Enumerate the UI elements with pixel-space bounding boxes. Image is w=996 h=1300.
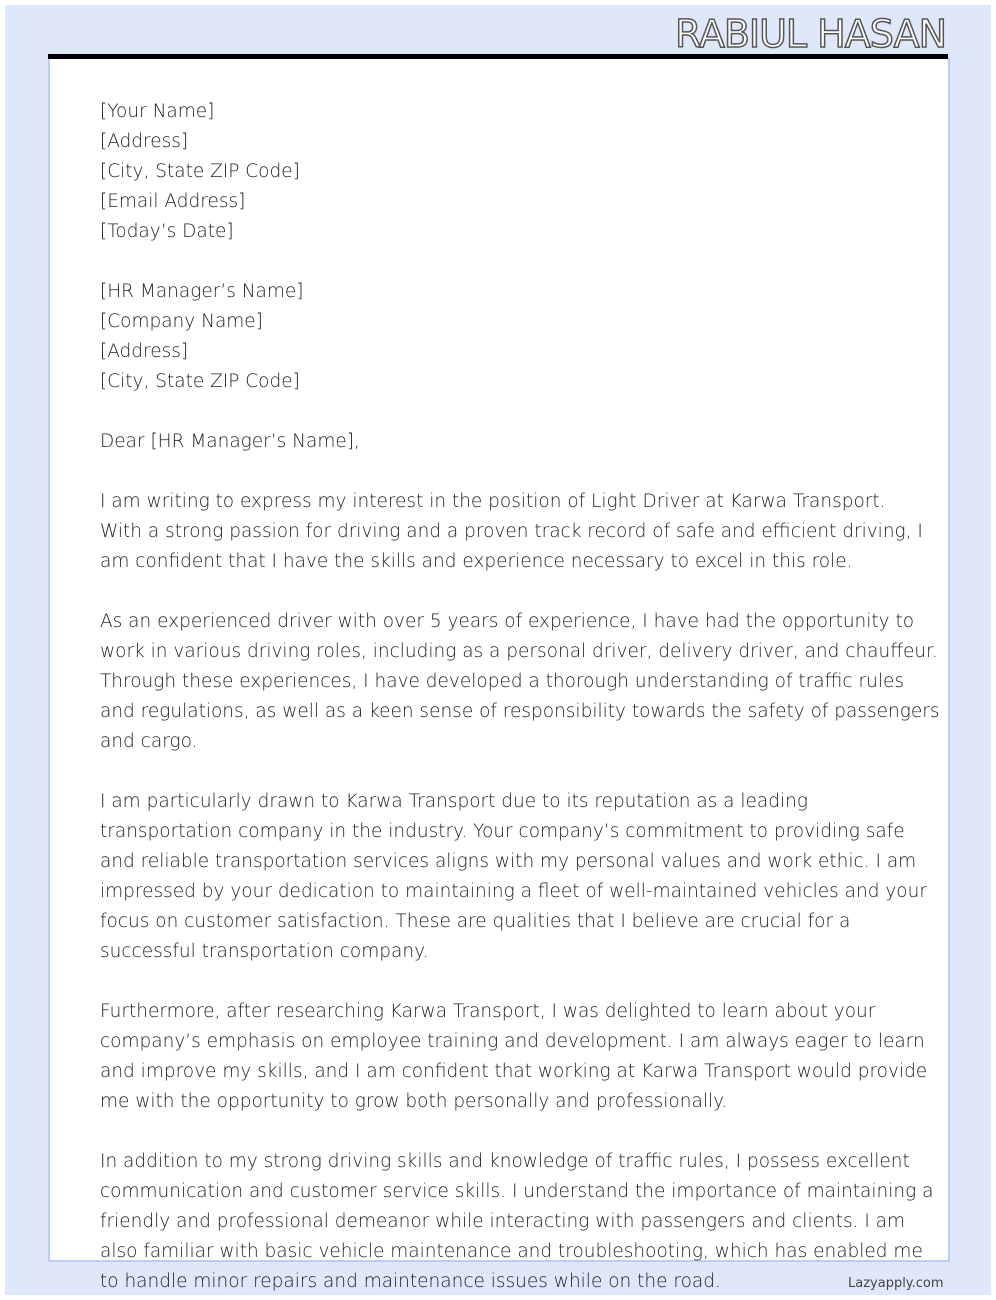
paragraph-line: As an experienced driver with over 5 years of experience, I have had the opportunity to [100,611,915,632]
paragraph-line: work in various driving roles, including as a personal driver, delivery driver, and chauffeur. [100,641,938,662]
salutation: Dear [HR Manager’s Name], [100,431,360,452]
header-name: RABIUL HASAN [674,12,946,56]
sender-line: [City, State ZIP Code] [100,161,300,182]
paragraph-line: friendly and professional demeanor while interacting with passengers and clients. I am [100,1211,906,1232]
paragraph-line: With a strong passion for driving and a proven track record of safe and efficient driving, I [100,521,923,542]
paragraph-line: and reliable transportation services aligns with my personal values and work ethic. I am [100,851,917,872]
paragraph-line: me with the opportunity to grow both personally and professionally. [100,1091,728,1112]
paragraph-line: and cargo. [100,731,198,752]
paragraph-line: Through these experiences, I have developed a thorough understanding of traffic rules [100,671,904,692]
recipient-line: [HR Manager’s Name] [100,281,304,302]
paragraph-line: and improve my skills, and I am confident that working at Karwa Transport would provide [100,1061,928,1082]
paragraph-line: also familiar with basic vehicle maintenance and troubleshooting, which has enabled me [100,1241,923,1262]
paragraph-line: company’s emphasis on employee training and development. I am always eager to learn [100,1031,925,1052]
paragraph-line: Furthermore, after researching Karwa Transport, I was delighted to learn about your [100,1001,876,1022]
paragraph-line: I am writing to express my interest in the position of Light Driver at Karwa Transport. [100,491,886,512]
sender-line: [Email Address] [100,191,246,212]
paragraph-line: In addition to my strong driving skills and knowledge of traffic rules, I possess excellent [100,1151,910,1172]
paragraph-line: successful transportation company. [100,941,429,962]
letter-body [100,97,940,1297]
paragraph-line: communication and customer service skills. I understand the importance of maintaining a [100,1181,934,1202]
recipient-line: [City, State ZIP Code] [100,371,300,392]
recipient-line: [Address] [100,341,189,362]
paragraph-line: to handle minor repairs and maintenance issues while on the road. [100,1271,721,1292]
paragraph-line: impressed by your dedication to maintaining a fleet of well-maintained vehicles and your [100,881,927,902]
recipient-line: [Company Name] [100,311,263,332]
paragraph-line: transportation company in the industry. Your company’s commitment to providing safe [100,821,905,842]
paragraph-line: and regulations, as well as a keen sense of responsibility towards the safety of passengers [100,701,940,722]
sender-line: [Address] [100,131,189,152]
sender-line: [Today’s Date] [100,221,234,242]
paragraph-line: I am particularly drawn to Karwa Transport due to its reputation as a leading [100,791,808,812]
paragraph-line: am confident that I have the skills and experience necessary to excel in this role. [100,551,853,572]
paragraph-line: focus on customer satisfaction. These are qualities that I believe are crucial for a [100,911,851,932]
sender-line: [Your Name] [100,101,215,122]
watermark: Lazyapply.com [848,1276,944,1291]
